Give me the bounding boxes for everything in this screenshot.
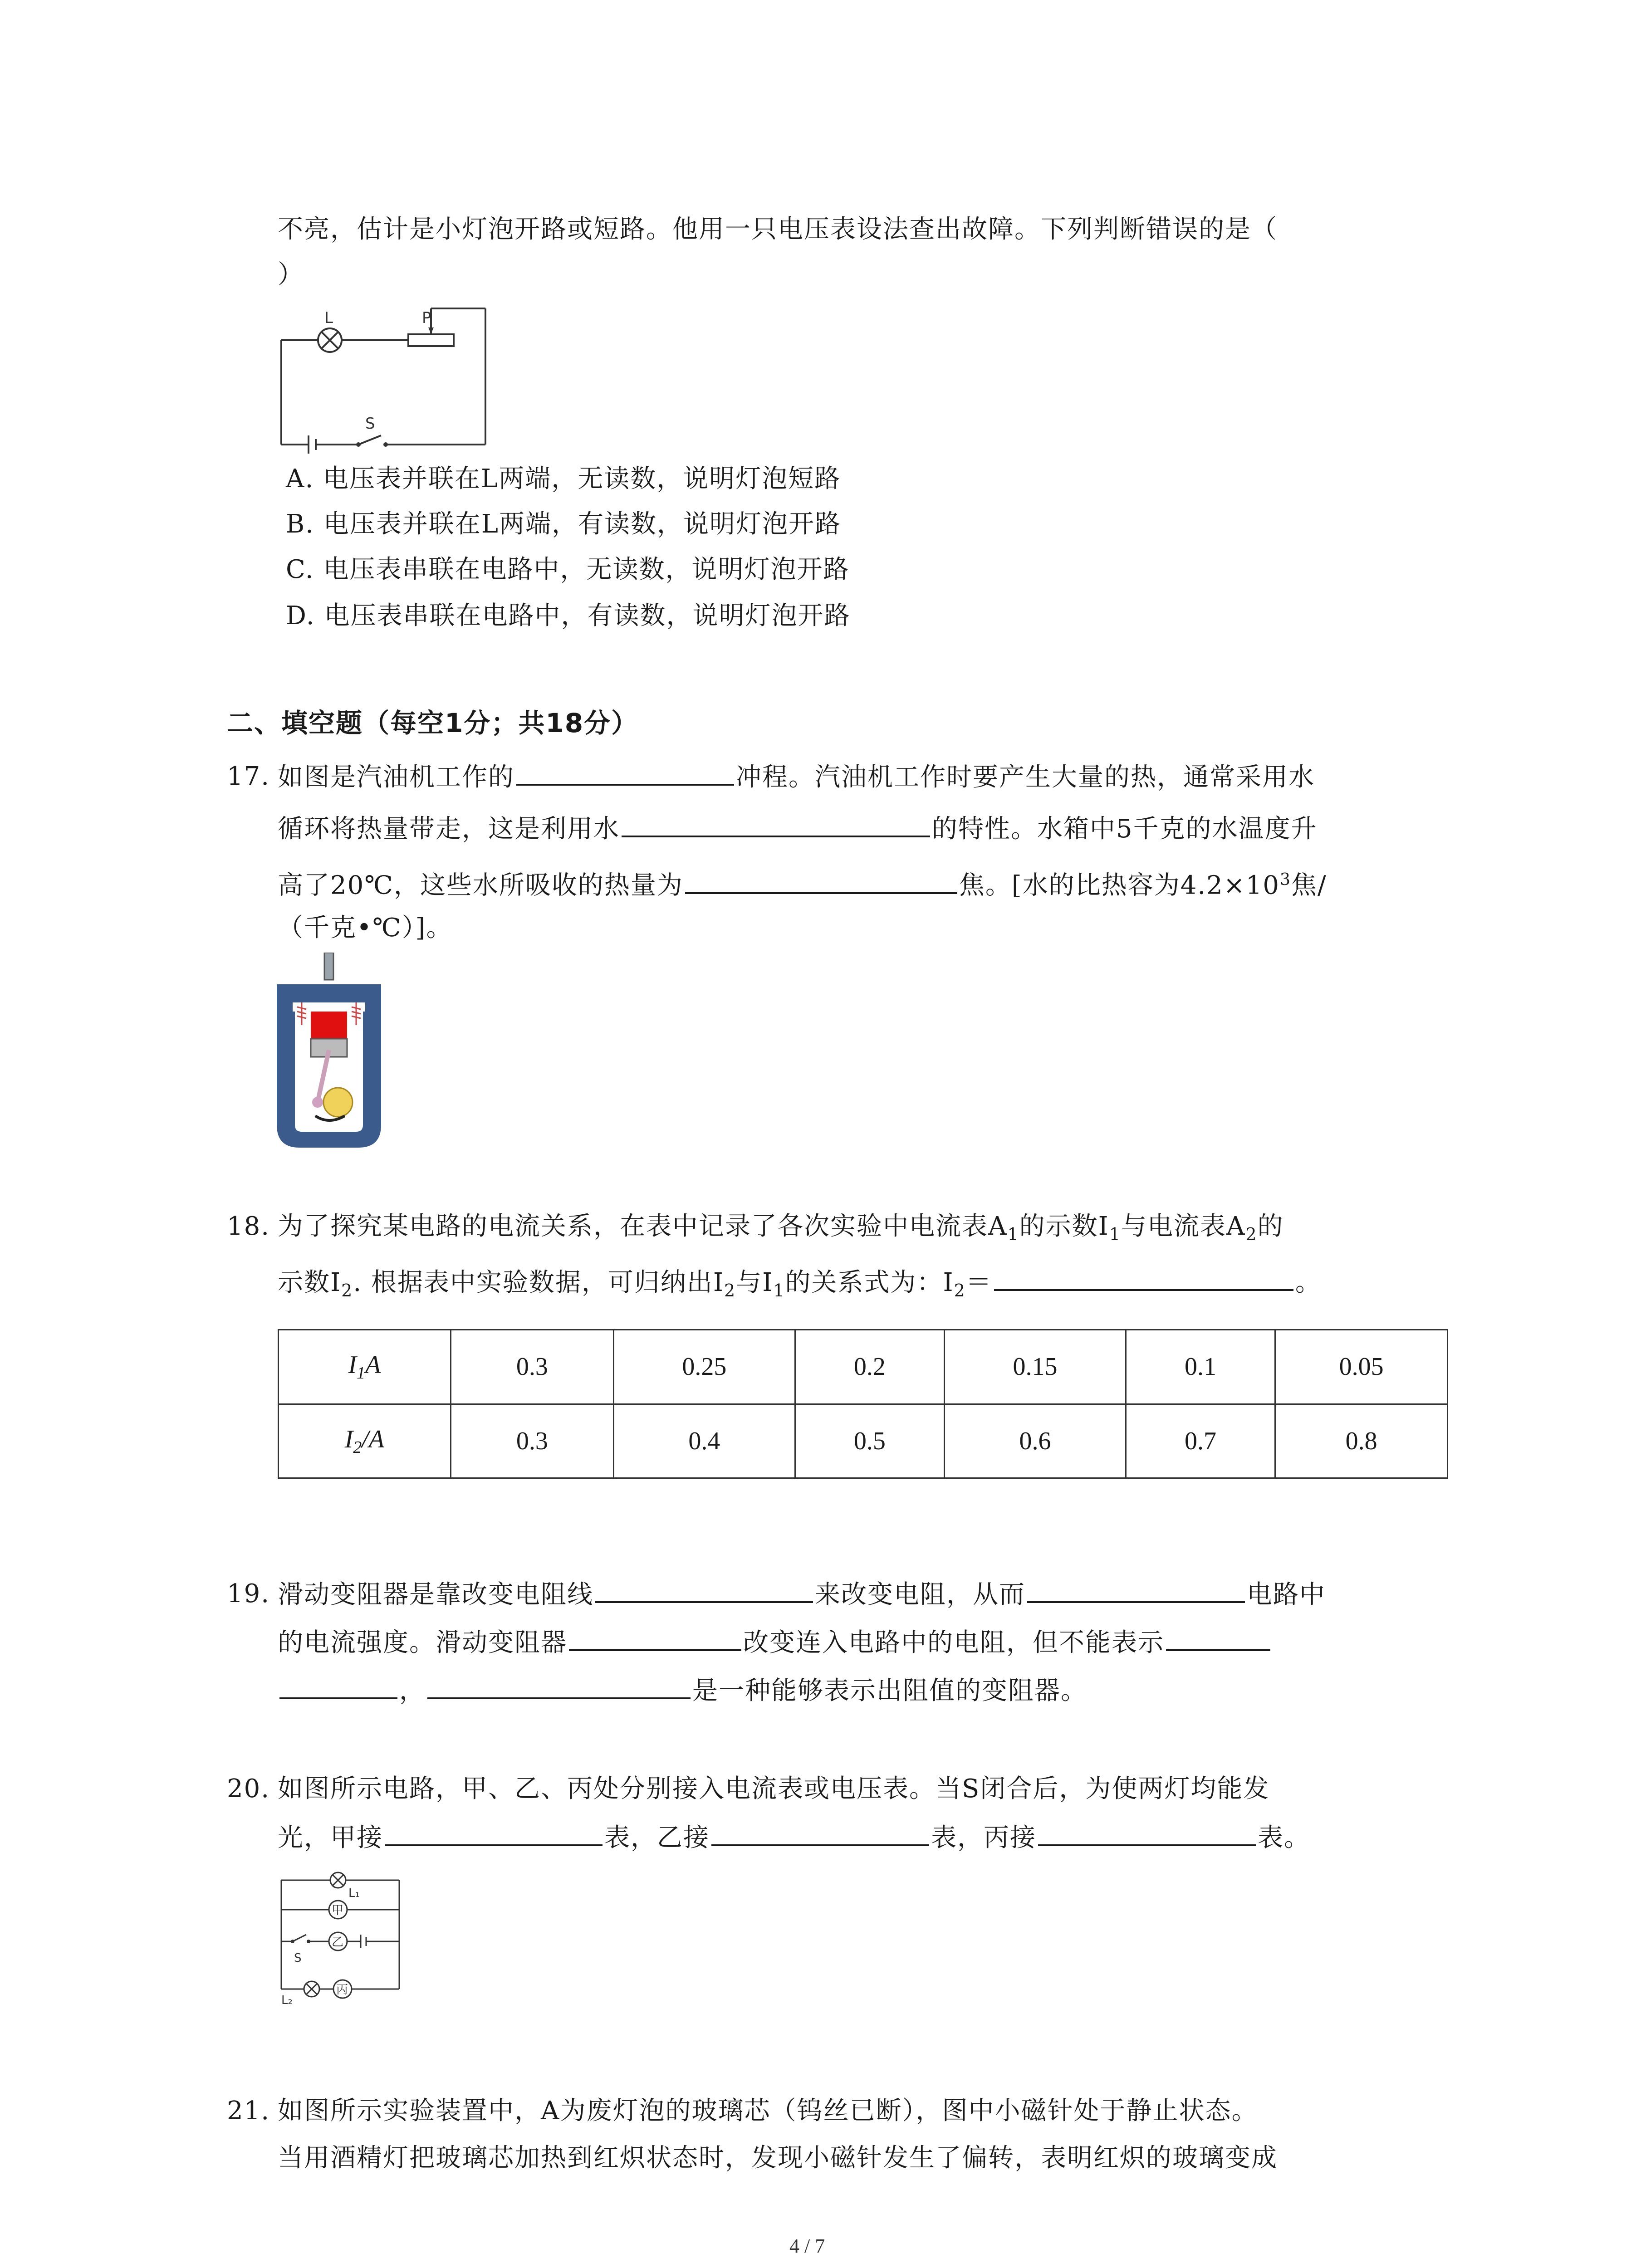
q17-line2: 循环将热量带走，这是利用水 的特性。水箱中5千克的水温度升 [278,812,1318,846]
q20-l1-label: L₁ [348,1887,360,1900]
table-cell: 0.7 [1126,1404,1275,1478]
q19-blank-5[interactable] [427,1674,691,1699]
q18-blank[interactable] [994,1266,1293,1291]
q17-number: 17. [227,762,270,791]
table-cell: 0.4 [614,1404,795,1478]
q16-text-line1: 不亮，估计是小灯泡开路或短路。他用一只电压表设法查出故障。下列判断错误的是（ [278,215,1278,244]
q16-switch-label: S [365,415,375,433]
q16-text-line2: ） [278,260,304,289]
q20-blank-2[interactable] [711,1821,929,1846]
q20-switch-label: S [294,1951,302,1965]
table-cell: 0.1 [1126,1330,1275,1404]
q21-number: 21. [227,2096,270,2126]
q20-line2: 光，甲接 表，乙接 表，丙接 表。 [278,1821,1310,1854]
q19-blank-4b[interactable] [279,1674,397,1699]
q17-engine-illustration [268,953,390,1152]
q20-jia-label: 甲 [332,1904,344,1917]
q17-blank-3[interactable] [685,869,957,894]
q21-line2: 当用酒精灯把玻璃芯加热到红炽状态时，发现小磁针发生了偏转，表明红炽的玻璃变成 [278,2143,1278,2173]
q19-blank-4[interactable] [1166,1626,1270,1651]
table-cell: 0.2 [795,1330,945,1404]
q20-l2-label: L₂ [281,1994,293,2005]
table-cell: 0.6 [945,1404,1126,1478]
q17-blank-2[interactable] [622,812,930,837]
q19-blank-1[interactable] [595,1578,813,1603]
q19-blank-3[interactable] [569,1626,741,1651]
table-cell: 0.3 [451,1404,614,1478]
q17-blank-1[interactable] [516,760,734,786]
section-heading: 二、填空题（每空1分；共18分） [227,708,639,738]
q21-line1: 如图所示实验装置中，A为废灯泡的玻璃芯（钨丝已断），图中小磁针处于静止状态。 [278,2096,1258,2126]
table-cell: 0.3 [451,1330,614,1404]
q18-data-table [278,1329,1448,1479]
table-cell: 0.25 [614,1330,795,1404]
q19-line1: 滑动变阻器是靠改变电阻线 来改变电阻，从而 电路中 [278,1578,1326,1611]
q19-line2: 的电流强度。滑动变阻器 改变连入电路中的电阻，但不能表示 [278,1626,1272,1659]
table-row [279,1330,1448,1404]
q17-line4: （千克•℃）]。 [278,913,453,943]
q20-bing-label: 丙 [336,1983,348,1997]
table-row-header-i2: $I_2/A$ [279,1404,451,1478]
page-number: 4 / 7 [789,2235,825,2257]
q19-blank-2[interactable] [1027,1578,1245,1603]
q20-number: 20. [227,1774,270,1804]
table-row-header-i1: $I_1A$ [279,1330,451,1404]
q20-yi-label: 乙 [332,1936,344,1949]
q16-option-d: D. 电压表串联在电路中，有读数，说明灯泡开路 [286,601,851,631]
q17-line1: 如图是汽油机工作的 冲程。汽油机工作时要产生大量的热，通常采用水 [278,760,1315,794]
q18-number: 18. [227,1212,270,1241]
q20-blank-1[interactable] [385,1821,603,1846]
q16-option-a: A. 电压表并联在L两端，无读数，说明灯泡短路 [286,464,841,494]
table-cell: 0.05 [1275,1330,1448,1404]
q16-circuit-diagram [272,299,499,454]
q16-option-b: B. 电压表并联在L两端，有读数，说明灯泡开路 [286,509,841,539]
table-row [279,1404,1448,1478]
q20-blank-3[interactable] [1038,1821,1256,1846]
q16-slider-label: P [422,309,431,327]
q17-line3: 高了20℃，这些水所吸收的热量为 焦。[水的比热容为$4.2\times 10^3$焦/ [278,864,1327,902]
q20-line1: 如图所示电路，甲、乙、丙处分别接入电流表或电压表。当S闭合后，为使两灯均能发 [278,1774,1270,1804]
q19-line3: ， 是一种能够表示出阻值的变阻器。 [278,1674,1087,1707]
q20-circuit-diagram [272,1869,417,2005]
q18-line2: 示数$I_2$. 根据表中实验数据，可归纳出$I_2$与$I_1$的关系式为：$I_2=$ 。 [278,1266,1322,1307]
table-cell: 0.15 [945,1330,1126,1404]
q16-option-c: C. 电压表串联在电路中，无读数，说明灯泡开路 [286,555,850,584]
table-cell: 0.8 [1275,1404,1448,1478]
q18-line1: 为了探究某电路的电流关系，在表中记录了各次实验中电流表$A_1$的示数$I_1$与电流表$A_2$的 [278,1212,1284,1245]
q19-number: 19. [227,1579,270,1608]
table-cell: 0.5 [795,1404,945,1478]
q16-lamp-label: L [324,309,333,327]
